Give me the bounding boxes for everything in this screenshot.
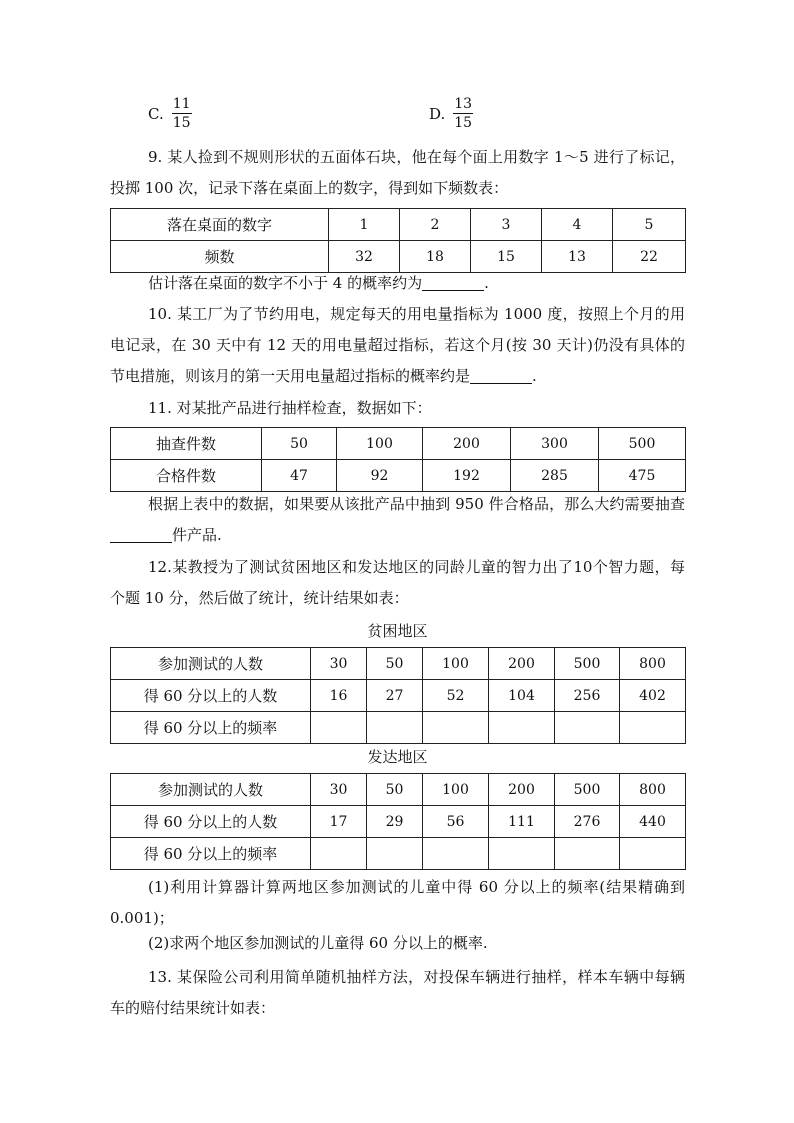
table-row	[111, 680, 686, 712]
fraction-denominator: 15	[454, 115, 473, 131]
table-cell: 得 60 分以上的频率	[111, 712, 311, 744]
table-cell: 2	[400, 209, 471, 241]
table-cell: 5	[613, 209, 686, 241]
choice-d-fraction	[453, 95, 473, 132]
question-9-prompt: 估计落在桌面的数字不小于 4 的概率约为	[148, 274, 423, 292]
table-cell: 参加测试的人数	[111, 648, 311, 680]
table-cell: 100	[423, 774, 489, 806]
table-cell: 30	[311, 774, 367, 806]
table-row	[111, 460, 686, 492]
question-11-prompt: 根据上表中的数据，如果要从该批产品中抽到 950 件合格品，那么大约需要抽查	[148, 495, 685, 513]
table-cell: 15	[471, 241, 542, 273]
table-cell: 92	[337, 460, 423, 492]
choice-d	[429, 95, 473, 132]
table-cell: 32	[329, 241, 400, 273]
table-row	[111, 712, 686, 744]
table-cell: 300	[511, 428, 599, 460]
table-cell: 16	[311, 680, 367, 712]
answer-blank	[422, 275, 484, 291]
fraction-numerator: 13	[454, 96, 473, 112]
fraction-denominator: 15	[172, 115, 191, 131]
choice-c-letter: C.	[148, 104, 164, 123]
table-cell-empty	[367, 838, 423, 870]
question-12-subquestion-1: (1)利用计算器计算两地区参加测试的儿童中得 60 分以上的频率(结果精确到 0.001)；	[110, 878, 685, 927]
table-row	[111, 838, 686, 870]
question-11-table	[110, 427, 686, 492]
question-12-text: 12.某教授为了测试贫困地区和发达地区的同龄儿童的智力出了10个智力题，每个题 10 分，然后做了统计，统计结果如表：	[110, 558, 685, 607]
table-row	[111, 209, 686, 241]
answer-blank	[110, 527, 172, 543]
question-9-answer-line	[110, 268, 685, 299]
table-cell: 29	[367, 806, 423, 838]
table-cell: 47	[262, 460, 337, 492]
answer-blank	[470, 368, 532, 384]
table-cell: 22	[613, 241, 686, 273]
table-cell: 100	[423, 648, 489, 680]
table-cell: 500	[555, 648, 620, 680]
question-9-table	[110, 208, 686, 273]
table-row	[111, 774, 686, 806]
question-9-text: 9. 某人捡到不规则形状的五面体石块，他在每个面上用数字 1～5 进行了标记，投掷 100 次，记录下落在桌面上的数字，得到如下频数表：	[110, 148, 685, 197]
question-11-prompt-end: 件产品.	[172, 526, 222, 544]
table-cell-empty	[555, 712, 620, 744]
choice-c	[148, 95, 192, 132]
table-cell: 200	[489, 648, 555, 680]
table-cell: 13	[542, 241, 613, 273]
choice-d-letter: D.	[429, 104, 446, 123]
question-12-poor-table	[110, 647, 686, 744]
table-cell: 50	[262, 428, 337, 460]
table-cell: 500	[555, 774, 620, 806]
table-cell: 4	[542, 209, 613, 241]
answer-choices	[148, 95, 688, 139]
table-cell: 56	[423, 806, 489, 838]
table-cell: 27	[367, 680, 423, 712]
table-cell: 30	[311, 648, 367, 680]
table-cell: 200	[423, 428, 511, 460]
table-cell: 得 60 分以上的人数	[111, 680, 311, 712]
table-cell: 800	[620, 774, 686, 806]
question-11-text: 11. 对某批产品进行抽样检查，数据如下：	[148, 399, 432, 417]
table-row	[111, 648, 686, 680]
question-10-end: .	[532, 367, 537, 385]
table-cell: 256	[555, 680, 620, 712]
table-caption-poor-area: 贫困地区	[367, 622, 428, 640]
table-cell: 参加测试的人数	[111, 774, 311, 806]
question-9-prompt-end: .	[484, 274, 489, 292]
table-cell-empty	[489, 838, 555, 870]
table-cell: 50	[367, 774, 423, 806]
table-cell: 200	[489, 774, 555, 806]
table-cell: 285	[511, 460, 599, 492]
choice-c-fraction	[172, 95, 192, 132]
table-cell: 得 60 分以上的频率	[111, 838, 311, 870]
table-cell-empty	[620, 712, 686, 744]
question-12-subquestion-2: (2)求两个地区参加测试的儿童得 60 分以上的概率.	[148, 934, 488, 952]
table-row	[111, 806, 686, 838]
table-cell: 276	[555, 806, 620, 838]
table-cell-empty	[555, 838, 620, 870]
table-cell: 192	[423, 460, 511, 492]
question-10-body: 10. 某工厂为了节约用电，规定每天的用电量指标为 1000 度，按照上个月的用电记录，在 30 天中有 12 天的用电量超过指标，若这个月(按 30 天计)仍没有具体的节电措施，则该月的第一天用电量超过指标的概率约是	[110, 305, 685, 385]
table-cell: 合格件数	[111, 460, 262, 492]
question-13-text: 13. 某保险公司利用简单随机抽样方法，对投保车辆进行抽样，样本车辆中每辆车的赔付结果统计如表：	[110, 968, 685, 1017]
table-cell: 得 60 分以上的人数	[111, 806, 311, 838]
table-cell-empty	[620, 838, 686, 870]
table-cell-empty	[311, 712, 367, 744]
table-cell: 频数	[111, 241, 329, 273]
table-cell-empty	[367, 712, 423, 744]
table-cell: 440	[620, 806, 686, 838]
table-cell: 抽查件数	[111, 428, 262, 460]
fraction-numerator: 11	[172, 96, 191, 112]
question-11-answer-line	[110, 489, 685, 551]
table-cell: 落在桌面的数字	[111, 209, 329, 241]
table-cell-empty	[423, 712, 489, 744]
table-cell-empty	[489, 712, 555, 744]
table-cell: 111	[489, 806, 555, 838]
table-cell: 104	[489, 680, 555, 712]
table-row	[111, 428, 686, 460]
table-cell: 475	[599, 460, 686, 492]
table-caption-developed-area: 发达地区	[367, 748, 428, 766]
question-12-developed-table	[110, 773, 686, 870]
table-cell: 17	[311, 806, 367, 838]
table-cell: 800	[620, 648, 686, 680]
table-cell: 3	[471, 209, 542, 241]
table-cell: 500	[599, 428, 686, 460]
table-cell: 100	[337, 428, 423, 460]
table-cell-empty	[423, 838, 489, 870]
table-cell: 402	[620, 680, 686, 712]
table-cell: 50	[367, 648, 423, 680]
table-cell: 52	[423, 680, 489, 712]
question-10-text	[110, 299, 685, 392]
table-cell: 18	[400, 241, 471, 273]
table-cell-empty	[311, 838, 367, 870]
table-cell: 1	[329, 209, 400, 241]
